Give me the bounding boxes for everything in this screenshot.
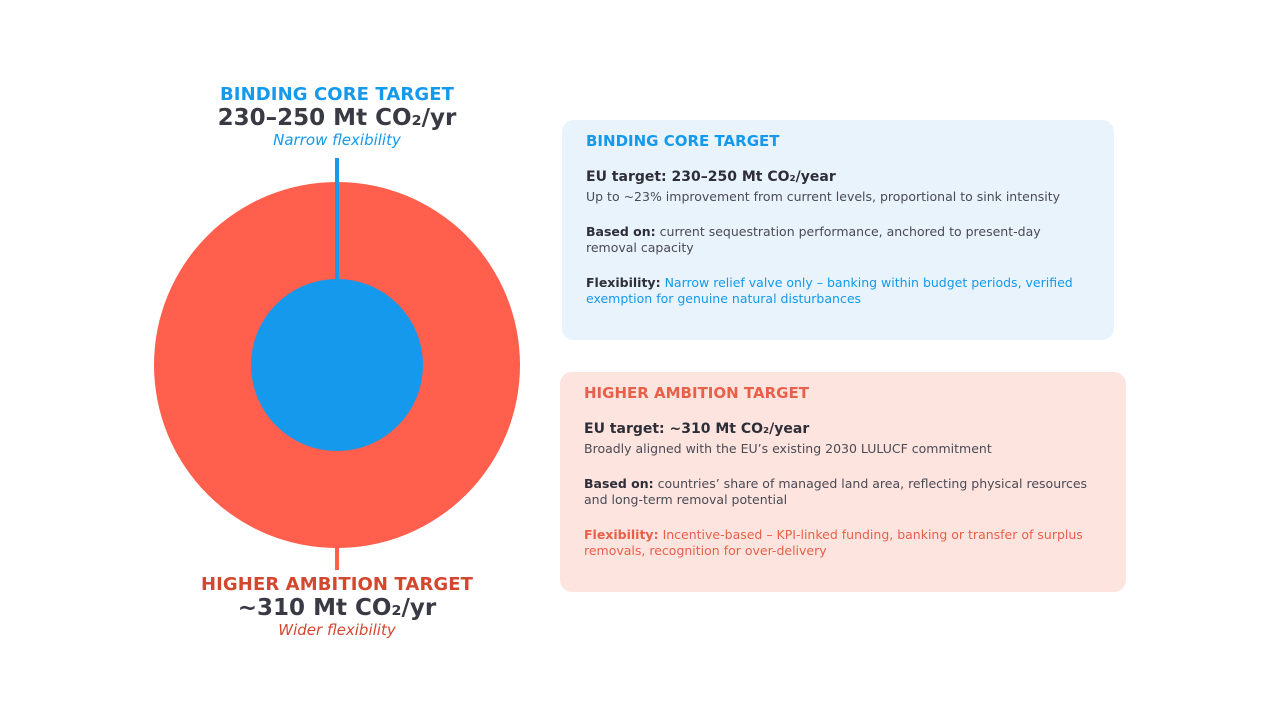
ambition-card-flexibility: [584, 527, 1102, 559]
ambition-label-title: HIGHER AMBITION TARGET: [200, 574, 474, 595]
ambition-label-flexibility: Wider flexibility: [278, 621, 396, 639]
ambition-target-card: [560, 372, 1126, 592]
core-label-title: BINDING CORE TARGET: [219, 84, 455, 105]
ambition-flex-label: Flexibility:: [584, 527, 659, 542]
core-card-target: EU target: 230–250 Mt CO₂/year: [586, 169, 836, 185]
core-target-card: [562, 120, 1114, 340]
ambition-based-on-text: countries’ share of managed land area, reflecting physical resources and long-term removal potential: [584, 476, 1088, 507]
core-label-value: 230–250 Mt CO₂/yr: [217, 105, 457, 131]
ambition-card-target: EU target: ~310 Mt CO₂/year: [584, 421, 810, 437]
ambition-connector-line: [335, 546, 339, 570]
core-card-note: Up to ~23% improvement from current levels, proportional to sink intensity: [586, 189, 1061, 204]
core-flex-text: Narrow relief valve only – banking within budget periods, verified exemption for genuine natural disturbances: [586, 275, 1073, 306]
ambition-label-value: ~310 Mt CO₂/yr: [237, 595, 437, 621]
core-circle: [251, 279, 423, 451]
core-label-flexibility: Narrow flexibility: [273, 131, 401, 149]
core-based-on-label: Based on:: [586, 224, 656, 239]
core-card-flexibility: [586, 275, 1090, 307]
ambition-card-note: Broadly aligned with the EU’s existing 2030 LULUCF commitment: [584, 441, 992, 456]
ambition-flex-text: Incentive-based – KPI-linked funding, banking or transfer of surplus removals, recognition for over-delivery: [584, 527, 1083, 558]
core-flex-label: Flexibility:: [586, 275, 661, 290]
core-label: [187, 84, 487, 149]
ambition-card-title: HIGHER AMBITION TARGET: [584, 384, 809, 402]
core-connector-line: [335, 158, 339, 280]
core-card-based-on: [586, 224, 1090, 256]
ambition-based-on-label: Based on:: [584, 476, 654, 491]
core-card-title: BINDING CORE TARGET: [586, 132, 780, 150]
core-based-on-text: current sequestration performance, anchored to present-day removal capacity: [586, 224, 1041, 255]
target-rings-diagram: [140, 150, 540, 580]
ambition-card-based-on: [584, 476, 1102, 508]
ambition-label: [167, 574, 507, 639]
